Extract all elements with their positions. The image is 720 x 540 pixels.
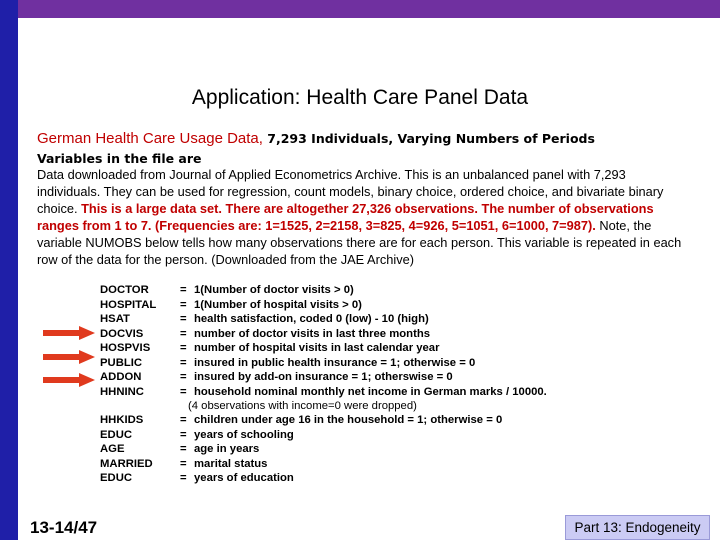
variable-description: household nominal monthly net income in German marks / 10000. xyxy=(194,385,547,398)
equals-sign: = xyxy=(180,313,187,325)
variable-name: DOCTOR xyxy=(100,284,149,296)
data-heading xyxy=(37,130,707,147)
variable-description: 1(Number of doctor visits > 0) xyxy=(194,284,354,296)
heading-dataset-name: German Health Care Usage Data, xyxy=(37,130,263,147)
arrow-right-icon xyxy=(43,326,95,340)
left-accent-bar xyxy=(0,0,18,540)
variable-description: 1(Number of hospital visits > 0) xyxy=(194,298,362,311)
equals-sign: = xyxy=(180,457,187,470)
equals-sign: = xyxy=(180,443,187,455)
variable-name: HOSPITAL xyxy=(100,298,157,311)
variable-description: insured by add-on insurance = 1; otherswise = 0 xyxy=(194,371,453,383)
equals-sign: = xyxy=(180,414,187,426)
variable-name: AGE xyxy=(100,443,125,455)
variable-description: years of education xyxy=(194,472,294,484)
equals-sign: = xyxy=(180,385,187,398)
variables-subheading: Variables in the file are xyxy=(37,151,202,166)
variable-description: marital status xyxy=(194,457,268,470)
heading-dataset-summary: 7,293 Individuals, Varying Numbers of Periods xyxy=(262,131,595,146)
variable-description: number of hospital visits in last calendar year xyxy=(194,342,440,354)
variable-name: HSAT xyxy=(100,313,130,325)
arrow-right-icon xyxy=(43,350,95,364)
variable-description: number of doctor visits in last three months xyxy=(194,327,431,340)
slide-title: Application: Health Care Panel Data xyxy=(191,86,529,109)
variable-name: EDUC xyxy=(100,472,133,484)
equals-sign: = xyxy=(180,327,187,340)
description-paragraph xyxy=(37,166,689,268)
description-text-2: Note, the variable NUMOBS below tells how many observations there are for each person. This variable is repeated in each row of the data for the person. (Downloaded from the JAE Archive) xyxy=(37,218,682,267)
equals-sign: = xyxy=(180,472,187,484)
equals-sign: = xyxy=(180,298,187,311)
variable-name: HHNINC xyxy=(100,385,144,398)
equals-sign: = xyxy=(180,371,187,383)
variable-description: health satisfaction, coded 0 (low) - 10 (high) xyxy=(194,313,429,325)
variable-description: years of schooling xyxy=(194,428,294,441)
variable-name: PUBLIC xyxy=(100,356,143,369)
variable-description: insured in public health insurance = 1; otherwise = 0 xyxy=(194,356,476,369)
top-accent-bar xyxy=(0,0,720,18)
variable-description: children under age 16 in the household = 1; otherwise = 0 xyxy=(194,414,503,426)
footer-section-label: Part 13: Endogeneity xyxy=(565,515,710,540)
variable-name: HHKIDS xyxy=(100,414,144,426)
equals-sign: = xyxy=(180,356,187,369)
variable-name: HOSPVIS xyxy=(100,342,151,354)
variable-name: ADDON xyxy=(100,371,142,383)
variable-description: age in years xyxy=(194,443,260,455)
variable-name: EDUC xyxy=(100,428,133,441)
variable-name: MARRIED xyxy=(100,457,153,470)
page-number: 13-14/47 xyxy=(30,518,98,537)
variable-name: DOCVIS xyxy=(100,327,144,340)
description-highlight: This is a large data set. There are altogether 27,326 observations. The number of observations ranges from 1 to 7. (Frequencies are: 1=1525, 2=2158, 3=825, 4=926, 5=1051, 6=1000, 7=987). xyxy=(37,201,654,233)
equals-sign: = xyxy=(180,342,187,354)
description-text-1: Data downloaded from Journal of Applied Econometrics Archive. This is an unbalanced panel with 7,293 individuals. They can be used for regression, count models, binary choice, ordered choice, and bivariate binary choice. xyxy=(37,167,664,216)
equals-sign: = xyxy=(180,284,187,296)
arrow-right-icon xyxy=(43,373,95,387)
corner-block xyxy=(0,0,18,18)
equals-sign: = xyxy=(180,428,187,441)
income-note: (4 observations with income=0 were dropped) xyxy=(188,400,417,412)
